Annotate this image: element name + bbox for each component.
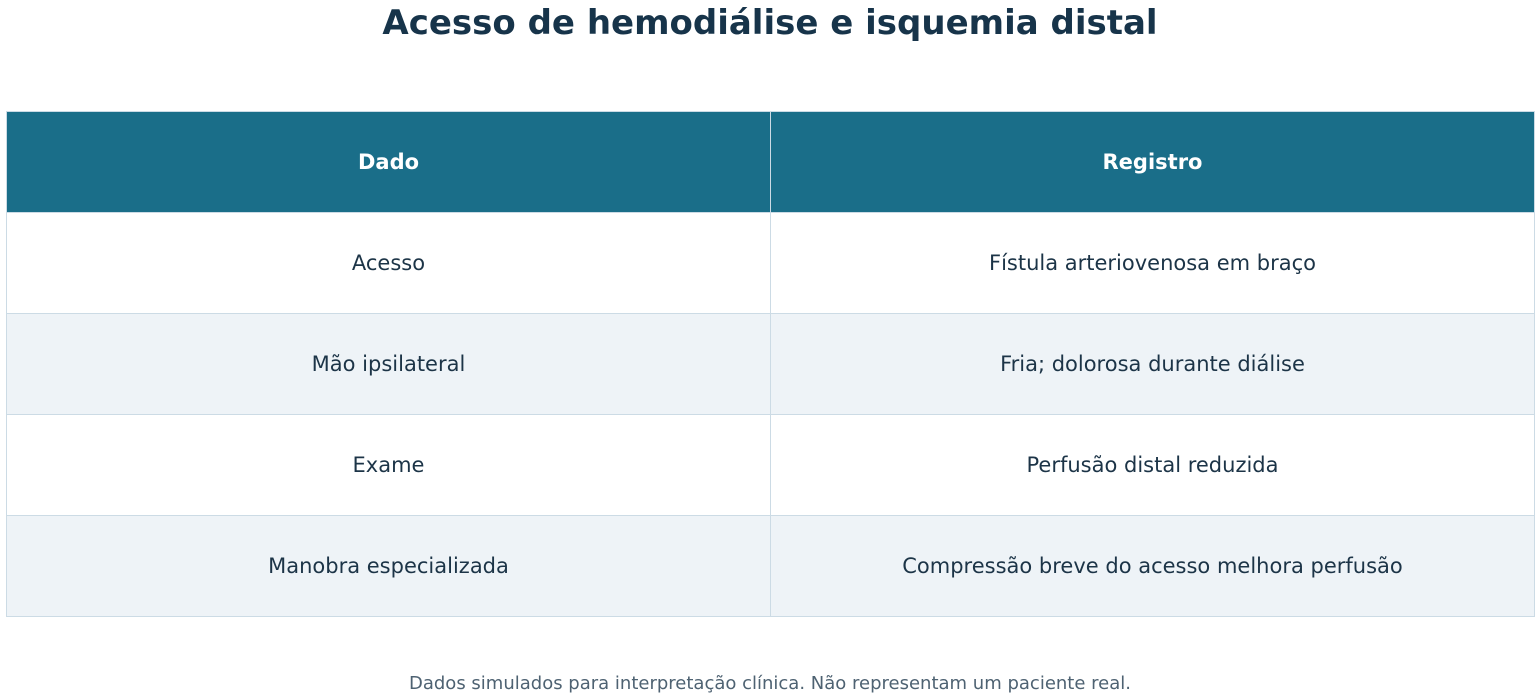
- table-row: [7, 213, 1535, 314]
- table-header: [7, 112, 1535, 213]
- table-row: [7, 516, 1535, 617]
- table-cell-registro: Compressão breve do acesso melhora perfusão: [771, 516, 1535, 617]
- table-cell-dado: Acesso: [7, 213, 771, 314]
- table-cell-registro: Fria; dolorosa durante diálise: [771, 314, 1535, 415]
- table-row: [7, 415, 1535, 516]
- page-title: Acesso de hemodiálise e isquemia distal: [382, 3, 1158, 43]
- table-row: [7, 314, 1535, 415]
- table-cell-dado: Exame: [7, 415, 771, 516]
- table-body: [7, 213, 1535, 617]
- table-cell-dado: Manobra especializada: [7, 516, 771, 617]
- footnote: Dados simulados para interpretação clínica. Não representam um paciente real.: [408, 673, 1131, 694]
- data-table: [6, 111, 1535, 617]
- column-header-registro: Registro: [771, 112, 1535, 213]
- table-cell-registro: Perfusão distal reduzida: [771, 415, 1535, 516]
- table-header-row: [7, 112, 1535, 213]
- table-cell-dado: Mão ipsilateral: [7, 314, 771, 415]
- column-header-dado: Dado: [7, 112, 771, 213]
- table-cell-registro: Fístula arteriovenosa em braço: [771, 213, 1535, 314]
